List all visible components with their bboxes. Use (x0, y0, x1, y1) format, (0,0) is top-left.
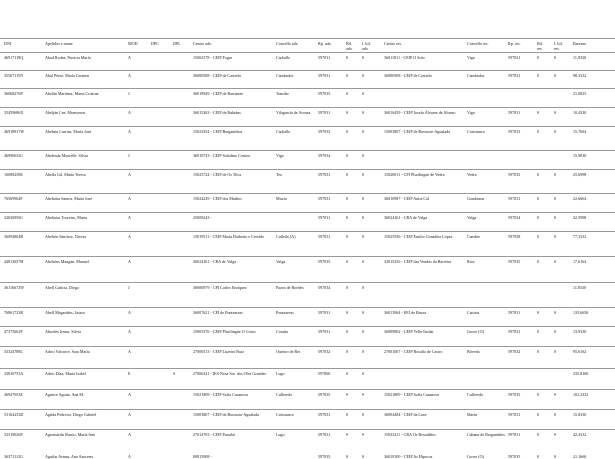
table-cell-bil-res: 0 (537, 454, 540, 459)
table-cell-concello-res: Valga (467, 215, 477, 220)
column-header-dni: DNI (4, 41, 12, 46)
table-cell-ibil-res: 0 (554, 55, 557, 60)
table-cell-dni: 36068276P (4, 91, 23, 96)
table-cell-baremo: 17,6164 (573, 259, 587, 264)
table-cell-bil: 0 (346, 234, 349, 239)
table-cell-rp: 597031 (318, 310, 331, 315)
table-cell-baremo: 77,3332 (573, 234, 587, 239)
table-cell-dni: 36094804B (4, 234, 24, 239)
table-cell-concello: Carballo (276, 129, 291, 134)
table-cell-dni: 36947053E (4, 392, 23, 397)
table-cell-ibil: 0 (362, 129, 365, 134)
row-divider (0, 70, 615, 71)
table-cell-bil: 0 (346, 110, 349, 115)
table-cell-centro-res: 36013964 - EEI de Bruxa (384, 310, 427, 315)
table-cell-name: Abeltaira Santos, María José (45, 196, 93, 201)
table-cell-concello: Vilagarcía de Arousa (276, 110, 311, 115)
table-cell-centro: 27000513 - CEIP Luzeiró Ruiz (193, 349, 245, 354)
table-cell-baremo: 15,8330 (573, 412, 587, 417)
table-cell-concello: Muxía (276, 196, 287, 201)
table-cell-concello-res: Bóveda (467, 349, 480, 354)
table-cell-baremo: 21,0825 (573, 91, 587, 96)
table-cell-rp: 597031 (318, 55, 331, 60)
table-cell-concello-res: Cambre (467, 234, 480, 239)
table-cell-name: Abal Pérez, María Carmen (45, 73, 89, 78)
table-cell-centro-res: 36010100 - CEIP As Hipocas (384, 454, 433, 459)
table-cell-ibil: 0 (362, 412, 365, 417)
table-cell-centro-res: 36004484 - CEIP da Laxe (384, 412, 427, 417)
table-cell-concello: Coristanco (276, 412, 294, 417)
row-divider (0, 346, 615, 347)
column-header-concello-res: Concello res. (467, 41, 489, 46)
column-header-centro: Centro adx. (193, 41, 213, 46)
column-header-dpc: DPC (151, 41, 159, 46)
table-cell-bil-res: 0 (537, 129, 540, 134)
table-cell-bil: 0 (346, 310, 349, 315)
row-divider (0, 409, 615, 410)
table-cell-bil: 0 (346, 73, 349, 78)
table-cell-mod: A (128, 215, 131, 220)
table-cell-mod: J (128, 91, 130, 96)
table-cell-name: Abad Rodea, Patricia María (45, 55, 91, 60)
table-cell-ibil-res: 0 (554, 454, 557, 459)
column-header-mod: MOD (128, 41, 138, 46)
table-cell-centro-res: 15020011 - CPI Plurilingüe de Vedra (384, 172, 445, 177)
table-cell-concello-res: Vigo (467, 110, 475, 115)
table-cell-rp: 597035 (318, 392, 331, 397)
table-cell-ibil: 0 (362, 371, 365, 376)
table-cell-baremo: 95,6162 (573, 349, 587, 354)
table-cell-ibil-res: 0 (554, 329, 557, 334)
column-header-name: Apelidos e nome (45, 41, 73, 46)
table-cell-name: Agiida Pedreira, Diego Gabriel (45, 412, 97, 417)
table-cell-baremo: 11,8330 (573, 55, 587, 60)
table-cell-dni: 76861723R (4, 310, 24, 315)
table-cell-concello-res: Ríos (467, 259, 475, 264)
table-cell-bil-res: 0 (537, 432, 540, 437)
header-bottom-rule (0, 52, 615, 53)
table-cell-baremo: 15,7664 (573, 129, 587, 134)
table-cell-rp: 597035 (318, 454, 331, 459)
table-cell-baremo: 135,6656 (573, 310, 589, 315)
table-cell-centro: 15025724 - CEIP de Os Tilos (193, 172, 242, 177)
table-cell-centro-res: 36010987 - CEIP Anita Cal (384, 196, 430, 201)
table-cell-concello: Carballo (276, 55, 291, 60)
table-cell-mod: A (128, 432, 131, 437)
table-cell-centro: 15023354 - CEIP Bergantiños (193, 129, 243, 134)
table-cell-mod: A (128, 349, 131, 354)
table-cell-centro: 36000508 - CEIP de Castrelo (193, 73, 242, 78)
table-cell-centro-res: 15021809 - CEIP Sofía Casanova (384, 392, 440, 397)
table-cell-rp: 597031 (318, 432, 331, 437)
table-cell-bil: 0 (346, 454, 349, 459)
table-cell-name: Adrio Valcarce, Sara María (45, 349, 90, 354)
table-cell-dpl: S (173, 371, 176, 376)
table-cell-dni: 35459686X (4, 110, 24, 115)
table-cell-concello-res: Cabana de Bergantiños (467, 432, 505, 437)
row-divider (0, 256, 615, 257)
table-cell-concello-res: Coristanco (467, 129, 485, 134)
table-cell-ibil-res: 0 (554, 129, 557, 134)
table-cell-dni: 33324788L (4, 349, 23, 354)
table-cell-concello-res: Vedra (467, 172, 477, 177)
table-cell-centro-res: 27001007 - CEIP Rosalía de Castro (384, 349, 443, 354)
table-cell-rp-res: 597035 (508, 172, 521, 177)
table-cell-bil-res: 0 (537, 55, 540, 60)
table-cell-mod: A (128, 196, 131, 201)
table-cell-ibil-res: 0 (554, 392, 557, 397)
table-cell-concello: Lugo (276, 432, 285, 437)
table-cell-centro-res: 36000508 - CEIP de Castrelo (384, 73, 433, 78)
table-cell-rp-res: 597031 (508, 432, 521, 437)
table-cell-rp-res: 597038 (508, 234, 521, 239)
table-cell-rp: 597031 (318, 110, 331, 115)
table-cell-mod: A (128, 55, 131, 60)
table-cell-ibil-res: 0 (554, 432, 557, 437)
table-cell-concello: Culleredo (276, 392, 293, 397)
table-cell-bil: 0 (346, 91, 349, 96)
table-cell-ibil-res: 0 (554, 172, 557, 177)
table-cell-mod: A (128, 412, 131, 417)
column-header-ibil-res: I. bil. res. (554, 41, 563, 52)
table-cell-bil-res: 0 (537, 310, 540, 315)
table-cell-name: Abrodes Irmas, Silvia (45, 329, 81, 334)
table-cell-bil-res: 0 (537, 110, 540, 115)
column-header-dpl: DPL (173, 41, 181, 46)
table-cell-bil-res: 0 (537, 349, 540, 354)
table-cell-ibil: 0 (362, 110, 365, 115)
table-cell-bil: 0 (346, 412, 349, 417)
table-cell-name: Abelión Sánchez, Nieves (45, 234, 87, 239)
table-cell-rp: 597034 (318, 153, 331, 158)
table-cell-ibil: 0 (362, 172, 365, 177)
table-cell-bil: 0 (346, 259, 349, 264)
table-cell-baremo: 11,8330 (573, 285, 587, 290)
table-cell-centro-res: 15032211 - CRA Os Rexadiños (384, 432, 436, 437)
table-cell-rp: 597035 (318, 91, 331, 96)
table-cell-bil: 0 (346, 196, 349, 201)
table-cell-bil-res: 0 (537, 234, 540, 239)
table-cell-concello-res: Culleredo (467, 392, 484, 397)
table-cell-ibil-res: 0 (554, 215, 557, 220)
table-cell-centro: 15003376 - CEIP Plurilingüe O Cristo (193, 329, 256, 334)
table-cell-bil-res: 0 (537, 392, 540, 397)
table-cell-rp-res: 597034 (508, 215, 521, 220)
table-cell-baremo: 25,6998 (573, 172, 587, 177)
table-cell-concello: Pazos de Borbén (276, 285, 304, 290)
table-cell-rp: 597031 (318, 412, 331, 417)
row-divider (0, 193, 615, 194)
table-cell-centro: 36024161 - CRA de Valga (193, 259, 237, 264)
table-cell-dni: 35567115N (4, 73, 24, 78)
row-divider (0, 326, 615, 327)
table-cell-centro: 15002578 - CEIP Fogar (193, 55, 233, 60)
table-cell-name: Abelán Martínez, Marta Cristina (45, 91, 99, 96)
table-cell-rp: 597033 (318, 129, 331, 134)
table-cell-bil: 0 (346, 371, 349, 376)
table-cell-mod: A (128, 234, 131, 239)
column-header-concello: Concello adx. (276, 41, 299, 46)
table-cell-concello: Vigo (276, 153, 284, 158)
table-cell-rp: 597060 (318, 371, 331, 376)
table-cell-dni: 10088258E (4, 172, 23, 177)
table-cell-rp-res: 597031 (508, 329, 521, 334)
table-cell-rp-res: 597035 (508, 454, 521, 459)
column-header-baremo: Baremo (573, 41, 586, 46)
table-cell-mod: A (128, 310, 131, 315)
table-cell-rp-res: 597031 (508, 73, 521, 78)
row-divider (0, 282, 615, 283)
table-cell-baremo: 98,3332 (573, 73, 587, 78)
table-cell-ibil: 0 (362, 234, 365, 239)
row-divider (0, 126, 615, 127)
table-cell-centro-res: 32015256 - CEIP das Vendas da Barreira (384, 259, 452, 264)
table-cell-ibil: 0 (362, 329, 365, 334)
table-cell-mod: A (128, 110, 131, 115)
table-cell-centro: 15021809 - CEIP Sofía Casanova (193, 392, 249, 397)
table-cell-rp: 597034 (318, 285, 331, 290)
column-header-ibil: I. bil. adx. (362, 41, 371, 52)
table-cell-concello: Ponteareas (276, 310, 294, 315)
table-cell-ibil: 0 (362, 454, 365, 459)
table-cell-rp: 597031 (318, 234, 331, 239)
table-cell-dni: 44813657H (4, 259, 24, 264)
table-cell-concello-res: Vigo (467, 55, 475, 60)
table-cell-dni: 32636956C (4, 215, 24, 220)
table-cell-rp: 597035 (318, 259, 331, 264)
table-cell-ibil: 0 (362, 349, 365, 354)
table-cell-baremo: 32,5998 (573, 215, 587, 220)
row-divider (0, 150, 615, 151)
table-cell-bil: 0 (346, 172, 349, 177)
row-divider (0, 389, 615, 390)
table-cell-ibil: 0 (362, 55, 365, 60)
table-cell-baremo: 13,9330 (573, 329, 587, 334)
row-divider (0, 429, 615, 430)
table-cell-rp-res: 597031 (508, 55, 521, 60)
table-cell-concello-res: Cambados (467, 73, 485, 78)
table-cell-bil: 0 (346, 329, 349, 334)
table-cell-name: Aguilar Armas, Ana Azucena (45, 454, 93, 459)
table-cell-ibil: 0 (362, 432, 365, 437)
table-cell-ibil: 0 (362, 285, 365, 290)
table-cell-concello: Coruña (276, 329, 289, 334)
table-cell-centro: 15003807 - CEIP de Bormoio-Agualada (193, 412, 260, 417)
table-cell-name: Abelións Mangán, Manuel (45, 259, 89, 264)
table-cell-name: Abelján Cea, Montserrat (45, 110, 86, 115)
table-cell-rp: 597031 (318, 172, 331, 177)
table-cell-mod: A (128, 454, 131, 459)
row-divider (0, 169, 615, 170)
table-cell-ibil: 0 (362, 153, 365, 158)
table-cell-bil: 0 (346, 55, 349, 60)
table-cell-concello: Teo (276, 172, 283, 177)
table-cell-bil: 0 (346, 432, 349, 437)
table-cell-centro-res: 36016459 - CEIP Josefa Álvarez de Alonzo (384, 110, 456, 115)
table-cell-dni: 46996633C (4, 153, 24, 158)
table-cell-ibil-res: 0 (554, 310, 557, 315)
table-cell-centro: 36006979 - CPI Carlos Enríquez (193, 285, 247, 290)
table-cell-dni: 53164233D (4, 412, 24, 417)
table-cell-baremo: 21,1666 (573, 454, 587, 459)
table-cell-rp: 597031 (318, 196, 331, 201)
column-header-bil-res: Bil. res. (537, 41, 544, 52)
table-cell-baremo: 102,3332 (573, 392, 589, 397)
table-cell-rp-res: 597035 (508, 392, 521, 397)
table-cell-name: Abeleada Mourelle, Silvia (45, 153, 89, 158)
table-cell-rp-res: 597031 (508, 310, 521, 315)
table-cell-centro: 00815908 - (193, 454, 212, 459)
table-cell-dni: 33810753A (4, 371, 24, 376)
table-cell-concello: Tomiño (276, 91, 289, 96)
table-cell-ibil-res: 0 (554, 73, 557, 78)
row-divider (0, 307, 615, 308)
table-cell-bil-res: 0 (537, 196, 540, 201)
table-cell-bil: 0 (346, 215, 349, 220)
table-cell-ibil: 0 (362, 73, 365, 78)
table-cell-dni: 36371113G (4, 454, 24, 459)
table-cell-concello: Culleda (A) (276, 234, 296, 239)
table-cell-dni: 36116672W (4, 285, 25, 290)
table-cell-name: Abella Gil, María Teresa (45, 172, 86, 177)
table-cell-centro-res: 15003807 - CEIP de Bormoio-Agualada (384, 129, 451, 134)
table-cell-rp-res: 597032 (508, 349, 521, 354)
table-cell-concello: Valga (276, 259, 286, 264)
table-cell-mod: A (128, 129, 131, 134)
table-cell-rp-res: 597031 (508, 196, 521, 201)
row-divider (0, 88, 615, 89)
table-cell-dni: 47375602P (4, 329, 23, 334)
table-cell-bil-res: 0 (537, 329, 540, 334)
row-divider (0, 231, 615, 232)
table-cell-centro: 15024239 - CEIP dos Muiños (193, 196, 242, 201)
table-cell-centro: 25009243 - (193, 215, 212, 220)
table-cell-mod: J (128, 285, 130, 290)
table-cell-dni: 46917118Q (4, 55, 24, 60)
table-cell-name: Agromartín Barrio, María Inés (45, 432, 96, 437)
table-cell-bil-res: 0 (537, 73, 540, 78)
table-cell-bil: 0 (346, 129, 349, 134)
table-cell-baremo: 15,9830 (573, 153, 587, 158)
table-cell-bil: 0 (346, 392, 349, 397)
table-cell-concello: Outeiro de Rei (276, 349, 301, 354)
table-cell-rp-res: 597035 (508, 259, 521, 264)
table-cell-name: Abelnin Currias, María José (45, 129, 92, 134)
row-divider (0, 212, 615, 213)
table-cell-ibil-res: 0 (554, 259, 557, 264)
table-cell-centro-res: 36024161 - CRA de Valga (384, 215, 428, 220)
table-cell-concello-res: Catoira (467, 310, 480, 315)
table-cell-baremo: 22,6664 (573, 196, 587, 201)
table-cell-ibil: 0 (362, 215, 365, 220)
table-cell-ibil: 0 (362, 310, 365, 315)
table-cell-mod: A (128, 392, 131, 397)
row-divider (0, 107, 615, 108)
table-cell-centro: 36019949 - CEIP de Barrantes (193, 91, 244, 96)
table-cell-baremo: 235,8160 (573, 371, 589, 376)
table-cell-centro: 36007621 - CPI de Ponteareas (193, 310, 243, 315)
table-cell-mod: A (128, 259, 131, 264)
table-cell-dni: 76569964F (4, 196, 23, 201)
table-cell-rp: 597031 (318, 215, 331, 220)
table-cell-name: Abell Galicia, Diego (45, 285, 79, 290)
table-cell-centro-res: 36009802 - CEIP Vella-Ínclán (384, 329, 434, 334)
table-cell-rp: 597031 (318, 329, 331, 334)
table-cell-name: Abeltaira Traveiro, Marta (45, 215, 87, 220)
table-cell-concello: Lugo (276, 371, 285, 376)
table-cell-ibil: 0 (362, 196, 365, 201)
table-cell-ibil: 0 (362, 259, 365, 264)
table-cell-concello-res: Marín (467, 412, 478, 417)
table-cell-mod: A (128, 172, 131, 177)
table-cell-bil-res: 0 (537, 215, 540, 220)
column-header-rp-res: Rp. res. (508, 41, 521, 46)
table-cell-dni: 46918917W (4, 129, 25, 134)
table-cell-name: Adrio Díaz, María Isabel (45, 371, 86, 376)
table-cell-concello-res: Grove (O) (467, 454, 484, 459)
table-cell-rp: 597032 (318, 349, 331, 354)
table-cell-ibil-res: 0 (554, 234, 557, 239)
column-header-rp: Rp. adx. (318, 41, 332, 46)
table-cell-baremo: 42,4332 (573, 432, 587, 437)
table-cell-mod: A (128, 73, 131, 78)
table-cell-ibil: 0 (362, 91, 365, 96)
table-cell-ibil-res: 0 (554, 349, 557, 354)
table-cell-mod: E (128, 371, 131, 376)
table-cell-bil: 0 (346, 349, 349, 354)
table-cell-rp: 597031 (318, 73, 331, 78)
column-header-bil: Bil. adx. (346, 41, 353, 52)
table-cell-centro: 36015263 - CEIP de Rubiáns (193, 110, 241, 115)
table-cell-centro: 27014703 - CEIP Paradaí (193, 432, 235, 437)
table-cell-name: Abell Magariños, Jasara (45, 310, 85, 315)
header-top-rule (0, 38, 615, 39)
table-cell-bil-res: 0 (537, 412, 540, 417)
table-cell-name: Aguirre Aguiar, Ana M. (45, 392, 85, 397)
column-header-centro-res: Centro res. (384, 41, 402, 46)
table-cell-rp-res: 597033 (508, 129, 521, 134)
table-cell-ibil-res: 0 (554, 110, 557, 115)
table-cell-centro-res: 15025556 - CEIP Emilio González López (384, 234, 453, 239)
table-cell-rp-res: 597031 (508, 110, 521, 115)
table-cell-centro: 15019511 - CEIP María Barbeito e Cerviño (193, 234, 265, 239)
table-cell-ibil-res: 0 (554, 196, 557, 201)
table-cell-mod: A (128, 329, 131, 334)
table-cell-concello-res: Gondomar (467, 196, 485, 201)
table-cell-baremo: 10,4330 (573, 110, 587, 115)
table-cell-dni: 33319026F (4, 432, 23, 437)
table-cell-bil: 0 (346, 153, 349, 158)
row-divider (0, 368, 615, 369)
table-cell-centro-res: 36011811 - CEIP O Solo (384, 55, 425, 60)
table-cell-concello: Cambados (276, 73, 294, 78)
table-cell-centro: 36010733 - CEIP Saladino Cortizo (193, 153, 251, 158)
table-cell-rp-res: 597031 (508, 412, 521, 417)
table-cell-concello-res: Grove (O) (467, 329, 484, 334)
table-cell-bil-res: 0 (537, 172, 540, 177)
table-cell-ibil: 0 (362, 392, 365, 397)
table-cell-bil: 0 (346, 285, 349, 290)
table-cell-bil-res: 0 (537, 259, 540, 264)
table-cell-centro: 27006341 - IES Nosa Sra. dos Olos Grandes (193, 371, 266, 376)
table-cell-ibil-res: 0 (554, 412, 557, 417)
table-cell-mod: J (128, 153, 130, 158)
